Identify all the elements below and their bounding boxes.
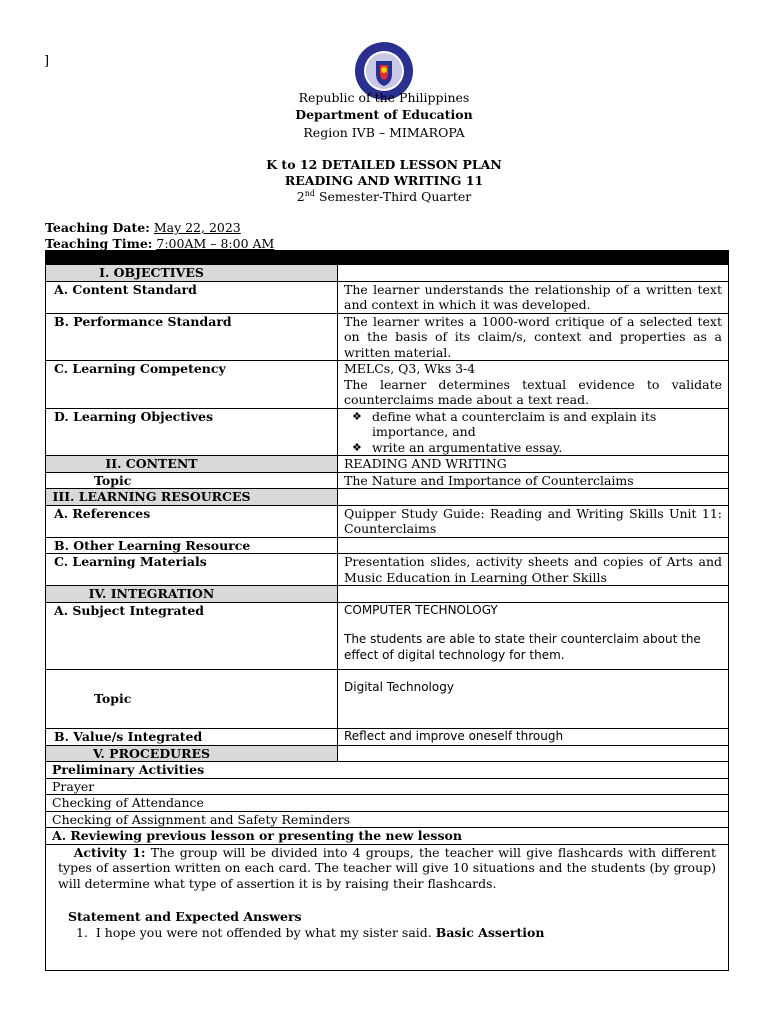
references-text: Quipper Study Guide: Reading and Writing Skills Unit 11: Counterclaims [338,505,729,537]
teaching-time-value: 7:00AM – 8:00 AM [156,236,275,251]
learning-materials-row [46,554,729,586]
preliminary-row [46,762,729,779]
subject-integrated-value: COMPUTER TECHNOLOGY [344,602,498,617]
content-header-row [46,456,729,473]
prelim-item: Prayer [46,778,729,795]
content-standard-row [46,281,729,313]
integration-topic-value: Digital Technology [338,670,729,729]
procedures-heading: V. PROCEDURES [46,745,338,762]
learning-materials-text: Presentation slides, activity sheets and copies of Arts and Music Education in Learning Other Skills [338,554,729,586]
activity-label: Activity 1: [73,844,146,860]
learning-objectives-list [344,409,722,456]
subject-integrated-desc: The students are able to state their counterclaim about the effect of digital technology for them. [344,632,701,662]
review-label: A. Reviewing previous lesson or presenting the new lesson [46,828,729,845]
content-standard-label: A. Content Standard [46,281,338,313]
subject-integrated-row [46,602,729,670]
content-topic-row [46,472,729,489]
performance-standard-text: The learner writes a 1000-word critique of a selected text on the basis of its claim/s, context and properties as a written material. [338,313,729,361]
value-integrated-text: Reflect and improve oneself through [338,729,729,746]
learning-competency-row [46,361,729,409]
other-resource-row [46,537,729,554]
objectives-heading: I. OBJECTIVES [46,265,338,282]
list-item: ❖ write an argumentative essay. [372,440,722,456]
references-label: A. References [46,505,338,537]
teaching-date [45,220,241,235]
prelim-item: Checking of Assignment and Safety Reminders [46,811,729,828]
table-row [46,778,729,795]
preliminary-label: Preliminary Activities [46,762,729,779]
content-topic-value: The Nature and Importance of Counterclaims [338,472,729,489]
activity-paragraph [52,845,722,892]
semester-text: Semester-Third Quarter [315,189,472,205]
content-standard-text: The learner understands the relationship of a written text and context in which it was developed. [338,281,729,313]
learning-competency-label: C. Learning Competency [46,361,338,409]
integration-header-row [46,586,729,603]
semester-line [0,189,768,204]
content-topic-label: Topic [46,472,338,489]
table-top-bar [46,251,729,265]
teaching-time-label: Teaching Time: [45,236,153,251]
subject-integrated-label: A. Subject Integrated [46,602,338,670]
resources-header-row [46,489,729,506]
learning-objectives-label: D. Learning Objectives [46,408,338,456]
integration-heading: IV. INTEGRATION [46,586,338,603]
semester-number: 2 [296,189,305,205]
performance-standard-label: B. Performance Standard [46,313,338,361]
competency-code: MELCs, Q3, Wks 3-4 [344,361,476,376]
other-resource-label: B. Other Learning Resource [46,537,338,554]
department-line: Department of Education [295,107,473,122]
list-item: ❖ define what a counterclaim is and explain its importance, and [372,409,722,440]
stray-mark: ] [44,54,50,69]
activity-row [46,844,729,971]
item-number: 1. [76,924,88,940]
prelim-item: Checking of Attendance [46,795,729,812]
procedures-header-row [46,745,729,762]
integration-topic-label: Topic [46,670,338,729]
republic-line: Republic of the Philippines [298,90,470,105]
table-row [46,795,729,812]
region-line: Region IVB – MIMAROPA [303,125,465,140]
subject-title: READING AND WRITING 11 [284,173,484,188]
teaching-date-label: Teaching Date: [45,220,150,235]
item-answer: Basic Assertion [435,924,545,940]
performance-standard-row [46,313,729,361]
statement-heading: Statement and Expected Answers [68,909,302,924]
activity-text: The group will be divided into 4 groups, the teacher will give flashcards with different types of assertion written on each card. The teacher will give 10 situations and the students (by group) will determine what type of assertion it is by raising their flashcards. [58,844,716,891]
lesson-plan-title: K to 12 DETAILED LESSON PLAN [266,157,502,172]
competency-text: The learner determines textual evidence to validate counterclaims made about a text read. [344,376,722,407]
review-row [46,828,729,845]
references-row [46,505,729,537]
teaching-time [45,236,274,251]
resources-heading: III. LEARNING RESOURCES [46,489,338,506]
value-integrated-label: B. Value/s Integrated [46,729,338,746]
item-text: I hope you were not offended by what my sister said. [95,924,436,940]
semester-suffix: nd [304,189,315,198]
learning-objectives-row [46,408,729,456]
objectives-header-row [46,265,729,282]
value-integrated-row [46,729,729,746]
learning-materials-label: C. Learning Materials [46,554,338,586]
teaching-date-value: May 22, 2023 [153,220,241,235]
table-row [46,811,729,828]
lesson-plan-table [45,250,729,971]
content-heading: II. CONTENT [46,456,338,473]
integration-topic-row [46,670,729,729]
content-heading-value: READING AND WRITING [338,456,729,473]
list-item [52,925,722,941]
